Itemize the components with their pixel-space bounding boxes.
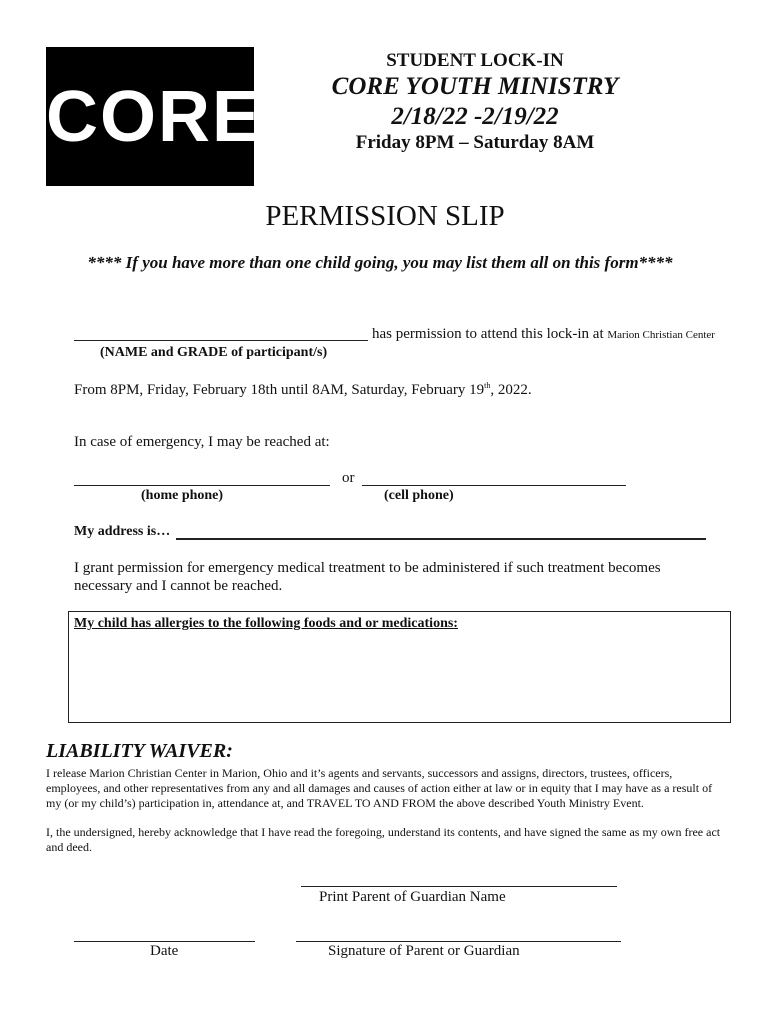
core-logo	[46, 47, 263, 186]
cell-phone-field[interactable]	[362, 471, 626, 486]
event-dates: 2/18/22 -2/19/22	[391, 103, 559, 130]
home-phone-field[interactable]	[74, 471, 330, 486]
date-label: Date	[150, 943, 179, 959]
dates-line	[74, 381, 532, 399]
waiver-title: LIABILITY WAIVER:	[46, 740, 233, 762]
address-field[interactable]	[176, 524, 706, 540]
date-field[interactable]	[74, 927, 255, 942]
ministry-name: CORE YOUTH MINISTRY	[331, 73, 619, 100]
signature-field[interactable]	[296, 927, 621, 942]
signature-label: Signature of Parent or Guardian	[328, 943, 520, 959]
multi-child-note: **** If you have more than one child going, you may list them all on this form****	[87, 253, 673, 272]
allergies-label: My child has allergies to the following foods and or medications:	[74, 616, 458, 631]
logo-text: CORE	[46, 77, 263, 157]
cell-phone-label: (cell phone)	[384, 488, 454, 503]
participant-name-field[interactable]	[74, 326, 368, 341]
event-line: STUDENT LOCK-IN	[386, 50, 564, 71]
address-label: My address is…	[74, 524, 171, 539]
dates-line-end: , 2022.	[490, 382, 532, 398]
location-name: Marion Christian Center	[607, 329, 715, 341]
allergies-box[interactable]	[68, 611, 731, 723]
acknowledgement-paragraph: I, the undersigned, hereby acknowledge that I have read the foregoing, understand its contents, and have signed the same as my own free act and deed.	[46, 825, 721, 854]
print-name-field[interactable]	[301, 872, 617, 887]
participant-name-label: (NAME and GRADE of participant/s)	[100, 345, 328, 360]
waiver-paragraph: I release Marion Christian Center in Marion, Ohio and it’s agents and servants, successors and assigns, directors, trustees, officers, employees, and other representatives from any and all damages and causes of action either at law or in equity that I may have as a result of my (or my child’s) participation in, attendance at, and TRAVEL TO AND FROM the above described Youth Ministry Event.	[46, 766, 713, 810]
emergency-intro: In case of emergency, I may be reached at:	[74, 434, 330, 450]
home-phone-label: (home phone)	[141, 488, 224, 503]
or-label: or	[342, 470, 355, 486]
permission-statement: has permission to attend this lock-in at	[372, 326, 604, 342]
event-times: Friday 8PM – Saturday 8AM	[355, 132, 595, 153]
print-name-label: Print Parent of Guardian Name	[319, 889, 506, 905]
permission-text	[372, 326, 715, 343]
medical-consent: I grant permission for emergency medical treatment to be administered if such treatment becomes necessary and I cannot be reached.	[74, 560, 661, 594]
dates-line-text: From 8PM, Friday, February 18th until 8AM, Saturday, February 19	[74, 382, 485, 398]
dates-line-sup: th	[484, 381, 491, 390]
page-title: PERMISSION SLIP	[265, 200, 505, 232]
